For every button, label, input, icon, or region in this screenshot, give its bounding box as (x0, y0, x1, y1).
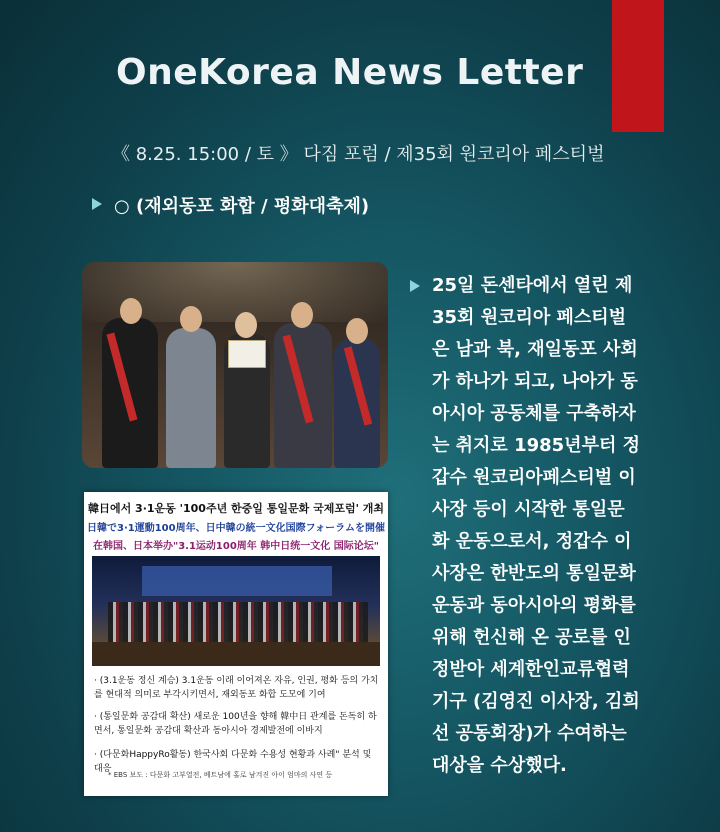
clipping-point: · (다문화HappyRo활동) 한국사회 다문화 수용성 현황과 사례" 분석 및 대응 (94, 750, 372, 774)
body-bullet (410, 270, 702, 782)
body-line: 아시아 공동체를 구축하자 (432, 403, 636, 424)
body-line: 은 남과 북, 재일동포 사회 (432, 339, 638, 360)
triangle-bullet-icon (410, 280, 420, 292)
body-line: 선 공동회장)가 수여하는 (432, 723, 627, 744)
body-line: 화 운동으로서, 정갑수 이 (432, 531, 632, 552)
clipping-footnote: * EBS 보도 : 다문화 고부열전, 베트남에 홀로 남겨진 아이 엄마의 사연 등 (108, 771, 333, 779)
bullet-item (92, 192, 369, 218)
bullet-text: ○ (재외동포 화합 / 평화대축제) (114, 196, 370, 217)
body-line: 사장은 한반도의 통일문화 (432, 563, 636, 584)
page-subtitle: 《 8.25. 15:00 / 토 》 다짐 포럼 / 제35회 원코리아 페스티벌 (112, 144, 605, 165)
clipping-headline: 韓日에서 3·1운동 '100주년 한중일 통일문화 국제포럼' 개최 (87, 502, 385, 515)
clipping-headline-zh: 在韩国、日本举办"3.1运动100周年 韩中日统一文化 国际论坛" (93, 541, 379, 552)
triangle-bullet-icon (92, 198, 102, 210)
body-line: 25일 돈센타에서 열린 제 (432, 275, 633, 296)
body-line: 정받아 세계한인교류협력 (432, 659, 630, 680)
body-line: 갑수 원코리아페스티벌 이 (432, 467, 636, 488)
body-paragraph (432, 270, 702, 782)
newspaper-clipping (84, 492, 388, 796)
red-accent-bar (612, 0, 664, 132)
body-line: 가 하나가 되고, 나아가 동 (432, 371, 638, 392)
body-line: 대상을 수상했다. (432, 755, 567, 776)
forum-stage-photo (92, 556, 380, 666)
clipping-point: · (통일문화 공감대 확산) 새로운 100년을 향해 韓中日 관계를 돈독히 하면서, 통일문화 공감대 확산과 동아시아 경제발전에 이바지 (94, 712, 377, 736)
body-line: 위해 헌신해 온 공로를 인 (432, 627, 631, 648)
body-line: 는 취지로 1985년부터 정 (432, 435, 641, 456)
body-line: 기구 (김영진 이사장, 김희 (432, 691, 640, 712)
award-ceremony-photo (82, 262, 388, 468)
body-line: 운동과 동아시아의 평화를 (432, 595, 636, 616)
clipping-headline-ja: 日韓で3·1運動100周年、日中韓の統一文化国際フォーラムを開催 (87, 523, 385, 534)
body-line: 사장 등이 시작한 통일문 (432, 499, 625, 520)
page-title: OneKorea News Letter (116, 52, 584, 93)
body-line: 35회 원코리아 페스티벌 (432, 307, 627, 328)
clipping-point: · (3.1운동 정신 계승) 3.1운동 이래 이어져온 자유, 인권, 평화 등의 가치를 현대적 의미로 부각시키면서, 재외동포 화합 도모에 기여 (94, 676, 379, 700)
